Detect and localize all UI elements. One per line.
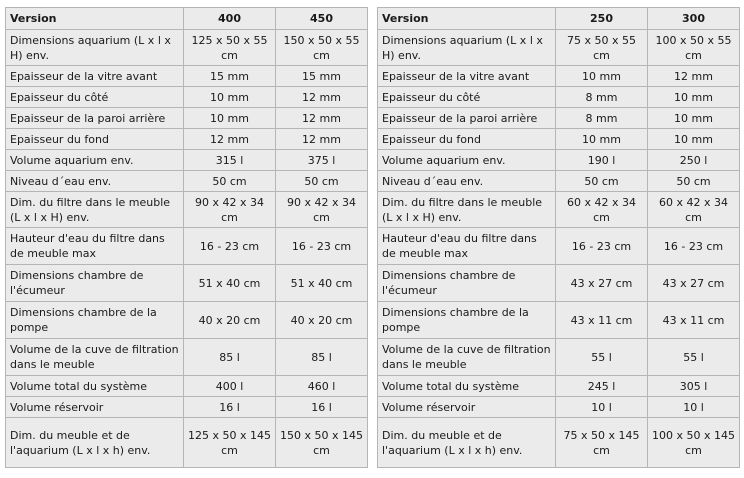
table-row xyxy=(6,30,368,66)
row-label: Epaisseur de la paroi arrière xyxy=(378,108,556,129)
row-label: Dim. du meuble et de l'aquarium (L x l x h) env. xyxy=(6,418,184,468)
table-row xyxy=(6,171,368,192)
row-value: 10 mm xyxy=(648,129,740,150)
table-row xyxy=(6,108,368,129)
row-label: Volume total du système xyxy=(6,376,184,397)
row-value: 50 cm xyxy=(276,171,368,192)
row-value: 190 l xyxy=(556,150,648,171)
table-row xyxy=(378,265,740,302)
row-value: 150 x 50 x 55 cm xyxy=(276,30,368,66)
row-value: 12 mm xyxy=(648,66,740,87)
row-value: 43 x 11 cm xyxy=(648,302,740,339)
table-row xyxy=(6,150,368,171)
row-value: 90 x 42 x 34 cm xyxy=(276,192,368,228)
row-value: 16 - 23 cm xyxy=(648,228,740,265)
row-label: Epaisseur de la vitre avant xyxy=(6,66,184,87)
row-value: 16 - 23 cm xyxy=(184,228,276,265)
row-label: Volume réservoir xyxy=(6,397,184,418)
row-label: Volume aquarium env. xyxy=(6,150,184,171)
row-label: Niveau d´eau env. xyxy=(6,171,184,192)
row-label: Hauteur d'eau du filtre dans de meuble max xyxy=(6,228,184,265)
row-value: 60 x 42 x 34 cm xyxy=(556,192,648,228)
table-row xyxy=(6,265,368,302)
header-version-300: 300 xyxy=(648,8,740,30)
row-value: 75 x 50 x 55 cm xyxy=(556,30,648,66)
row-label: Epaisseur du fond xyxy=(6,129,184,150)
row-value: 16 - 23 cm xyxy=(556,228,648,265)
row-value: 90 x 42 x 34 cm xyxy=(184,192,276,228)
table-row xyxy=(6,87,368,108)
header-row xyxy=(6,8,368,30)
row-label: Epaisseur de la vitre avant xyxy=(378,66,556,87)
row-value: 10 mm xyxy=(648,87,740,108)
header-version-250: 250 xyxy=(556,8,648,30)
row-value: 51 x 40 cm xyxy=(184,265,276,302)
row-label: Dimensions aquarium (L x l x H) env. xyxy=(6,30,184,66)
row-value: 8 mm xyxy=(556,87,648,108)
row-label: Volume de la cuve de filtration dans le meuble xyxy=(378,339,556,376)
table-row xyxy=(6,66,368,87)
table-row xyxy=(378,376,740,397)
row-value: 50 cm xyxy=(556,171,648,192)
table-row xyxy=(378,129,740,150)
row-value: 100 x 50 x 55 cm xyxy=(648,30,740,66)
row-label: Volume aquarium env. xyxy=(378,150,556,171)
row-value: 12 mm xyxy=(276,129,368,150)
table-row xyxy=(6,339,368,376)
row-value: 10 mm xyxy=(556,66,648,87)
row-value: 100 x 50 x 145 cm xyxy=(648,418,740,468)
row-value: 16 l xyxy=(184,397,276,418)
table-row xyxy=(378,192,740,228)
row-value: 8 mm xyxy=(556,108,648,129)
table-row xyxy=(6,302,368,339)
table-row xyxy=(378,171,740,192)
row-value: 150 x 50 x 145 cm xyxy=(276,418,368,468)
table-row xyxy=(378,418,740,468)
row-label: Dimensions aquarium (L x l x H) env. xyxy=(378,30,556,66)
spec-table-400-450 xyxy=(5,7,368,468)
row-value: 85 l xyxy=(276,339,368,376)
row-value: 305 l xyxy=(648,376,740,397)
header-version-400: 400 xyxy=(184,8,276,30)
row-label: Dimensions chambre de la pompe xyxy=(378,302,556,339)
row-label: Hauteur d'eau du filtre dans de meuble max xyxy=(378,228,556,265)
table-row xyxy=(378,87,740,108)
header-version-450: 450 xyxy=(276,8,368,30)
table-row xyxy=(378,66,740,87)
row-value: 10 l xyxy=(556,397,648,418)
table-row xyxy=(6,397,368,418)
table-row xyxy=(6,376,368,397)
row-value: 245 l xyxy=(556,376,648,397)
row-label: Epaisseur du côté xyxy=(6,87,184,108)
row-value: 50 cm xyxy=(648,171,740,192)
row-label: Epaisseur de la paroi arrière xyxy=(6,108,184,129)
table-row xyxy=(378,339,740,376)
row-value: 10 mm xyxy=(556,129,648,150)
row-label: Dimensions chambre de la pompe xyxy=(6,302,184,339)
table-row xyxy=(378,30,740,66)
row-value: 315 l xyxy=(184,150,276,171)
row-value: 43 x 27 cm xyxy=(648,265,740,302)
row-value: 50 cm xyxy=(184,171,276,192)
table-row xyxy=(6,418,368,468)
row-value: 10 mm xyxy=(184,108,276,129)
row-value: 125 x 50 x 145 cm xyxy=(184,418,276,468)
row-value: 12 mm xyxy=(276,87,368,108)
spec-table-250-300 xyxy=(377,7,740,468)
row-label: Volume réservoir xyxy=(378,397,556,418)
row-value: 10 l xyxy=(648,397,740,418)
header-label: Version xyxy=(378,8,556,30)
row-value: 375 l xyxy=(276,150,368,171)
table-row xyxy=(6,192,368,228)
row-value: 400 l xyxy=(184,376,276,397)
row-label: Dimensions chambre de l'écumeur xyxy=(378,265,556,302)
row-value: 15 mm xyxy=(276,66,368,87)
table-row xyxy=(6,228,368,265)
row-value: 16 - 23 cm xyxy=(276,228,368,265)
row-value: 10 mm xyxy=(648,108,740,129)
row-label: Dimensions chambre de l'écumeur xyxy=(6,265,184,302)
row-value: 43 x 11 cm xyxy=(556,302,648,339)
row-label: Volume total du système xyxy=(378,376,556,397)
row-label: Dim. du meuble et de l'aquarium (L x l x h) env. xyxy=(378,418,556,468)
row-value: 40 x 20 cm xyxy=(184,302,276,339)
row-value: 250 l xyxy=(648,150,740,171)
table-row xyxy=(378,302,740,339)
row-value: 125 x 50 x 55 cm xyxy=(184,30,276,66)
row-value: 16 l xyxy=(276,397,368,418)
row-value: 12 mm xyxy=(276,108,368,129)
table-row xyxy=(378,397,740,418)
table-row xyxy=(378,108,740,129)
header-label: Version xyxy=(6,8,184,30)
row-value: 55 l xyxy=(648,339,740,376)
table-row xyxy=(6,129,368,150)
row-label: Volume de la cuve de filtration dans le meuble xyxy=(6,339,184,376)
row-value: 10 mm xyxy=(184,87,276,108)
row-value: 55 l xyxy=(556,339,648,376)
row-label: Dim. du filtre dans le meuble (L x l x H) env. xyxy=(378,192,556,228)
row-value: 43 x 27 cm xyxy=(556,265,648,302)
row-label: Niveau d´eau env. xyxy=(378,171,556,192)
row-value: 60 x 42 x 34 cm xyxy=(648,192,740,228)
row-value: 85 l xyxy=(184,339,276,376)
row-value: 51 x 40 cm xyxy=(276,265,368,302)
row-value: 40 x 20 cm xyxy=(276,302,368,339)
row-label: Dim. du filtre dans le meuble (L x l x H) env. xyxy=(6,192,184,228)
row-value: 12 mm xyxy=(184,129,276,150)
row-value: 15 mm xyxy=(184,66,276,87)
row-value: 460 l xyxy=(276,376,368,397)
table-row xyxy=(378,150,740,171)
row-label: Epaisseur du côté xyxy=(378,87,556,108)
row-value: 75 x 50 x 145 cm xyxy=(556,418,648,468)
row-label: Epaisseur du fond xyxy=(378,129,556,150)
header-row xyxy=(378,8,740,30)
table-row xyxy=(378,228,740,265)
